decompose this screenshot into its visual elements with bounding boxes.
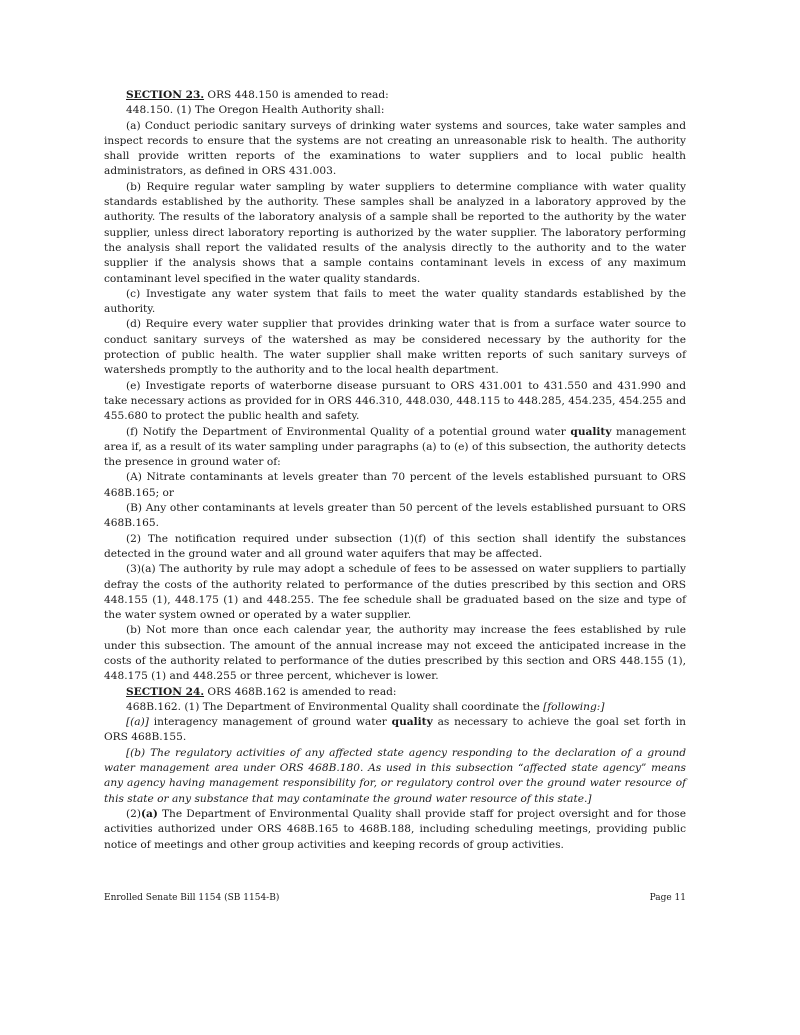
paragraph-1a: (a) Conduct periodic sanitary surveys of drinking water systems and sources, take water samples and inspect records to ensure that the systems are not creating an unreasonable risk to health. The authority shall provide written reports of the examinations to water suppliers and to local public health administrators, as defined in ORS 431.003. [104,119,686,178]
section-24-intro: ORS 468B.162 is amended to read: [204,685,397,698]
paragraph-a-interagency [104,715,686,746]
inserted-word: quality [391,716,433,729]
paragraph-1e: (e) Investigate reports of waterborne disease pursuant to ORS 431.001 to 431.550 and 431.990 and take necessary actions as provided for in ORS 446.310, 448.030, 448.115 to 448.285, 454.235, 454.255 and 455.680 to protect the public health and safety. [104,379,686,423]
document-body [104,88,686,853]
paragraph-1c: (c) Investigate any water system that fails to meet the water quality standards established by the authority. [104,287,686,316]
page-footer [104,893,686,903]
section-23-heading: SECTION 23. [126,89,205,101]
statute-448-150: 448.150. (1) The Oregon Health Authority shall: [126,104,385,117]
inserted-word: quality [570,425,612,438]
paragraph-3b: (b) Not more than once each calendar year, the authority may increase the fees established by rule under this subsection. The amount of the annual increase may not exceed the anticipated increase in the costs of the authority related to performance of the duties prescribed by this section and ORS 448.155 (1), 448.175 (1) and 448.255 or three percent, whichever is lower. [104,624,686,683]
statute-468b-162-text: 468B.162. (1) The Department of Environmental Quality shall coordinate the [126,700,544,713]
inserted-letter: (a) [141,807,158,820]
deleted-paragraph-b: [(b) The regulatory activities of any affected state agency responding to the declaration of a ground water management area under ORS 468B.180. As used in this subsection “affected state agency” means any agency having management responsibility for, or regulatory control over the ground water resource of this state or any substance that may contaminate the ground water resource of this state.] [104,746,686,805]
section-23-intro: ORS 448.150 is amended to read: [204,89,389,101]
page-number: Page 11 [649,893,686,903]
paragraph-3a: (3)(a) The authority by rule may adopt a schedule of fees to be assessed on water suppliers to partially defray the costs of the authority related to performance of the duties prescribed by this section and ORS 448.155 (1), 448.175 (1) and 448.255. The fee schedule shall be graduated based on the size and type of the water system owned or operated by a water supplier. [104,563,686,622]
paragraph-1f-A: (A) Nitrate contaminants at levels greater than 70 percent of the levels established pursuant to ORS 468B.165; or [104,471,686,499]
paragraph-2a-text: The Department of Environmental Quality shall provide staff for project oversight and for those activities authorized under ORS 468B.165 to 468B.188, including scheduling meetings, providing public notice of meetings and other group activities and keeping records of group activities. [104,807,686,851]
paragraph-1f [104,425,686,471]
paragraph-1d: (d) Require every water supplier that provides drinking water that is from a surface water source to conduct sanitary surveys of the watershed as may be considered necessary by the authority for the protection of public health. The water supplier shall make written reports of such sanitary surveys of watersheds promptly to the authority and to the local health department. [104,318,686,377]
section-24-paragraph [104,685,686,700]
section-23-paragraph [104,88,686,103]
deleted-text: [following:] [543,700,605,713]
paragraph-a-text-end: as necessary to achieve the goal set forth in ORS 468B.155. [104,716,686,744]
paragraph-1b: (b) Require regular water sampling by water suppliers to determine compliance with water quality standards established by the authority. These samples shall be analyzed in a laboratory approved by the authority. The results of the laboratory analysis of a sample shall be reported to the authority by the water supplier, unless direct laboratory reporting is authorized by the water supplier. The laboratory performing the analysis shall report the validated results of the analysis directly to the authority and to the water supplier if the analysis shows that a sample contains contaminant levels in excess of any maximum contaminant level specified in the water quality standards. [104,180,686,285]
paragraph-1f-text: (f) Notify the Department of Environmental Quality of a potential ground water [126,425,571,438]
paragraph-2a [104,807,686,853]
paragraph-1f-B: (B) Any other contaminants at levels greater than 50 percent of the levels established pursuant to ORS 468B.165. [104,502,686,530]
section-24-heading: SECTION 24. [126,685,205,698]
paragraph-a-text: interagency management of ground water [148,716,392,729]
paragraph-2a-number: (2) [126,807,142,820]
bill-identifier: Enrolled Senate Bill 1154 (SB 1154-B) [104,893,280,903]
statute-468b-162 [104,700,686,715]
deleted-text: [(a)] [126,716,149,729]
paragraph-1f-text-end: management area if, as a result of its water sampling under paragraphs (a) to (e) of this subsection, the authority detects the presence in ground water of: [104,425,686,469]
paragraph-2: (2) The notification required under subsection (1)(f) of this section shall identify the substances detected in the ground water and all ground water aquifers that may be affected. [104,532,686,560]
